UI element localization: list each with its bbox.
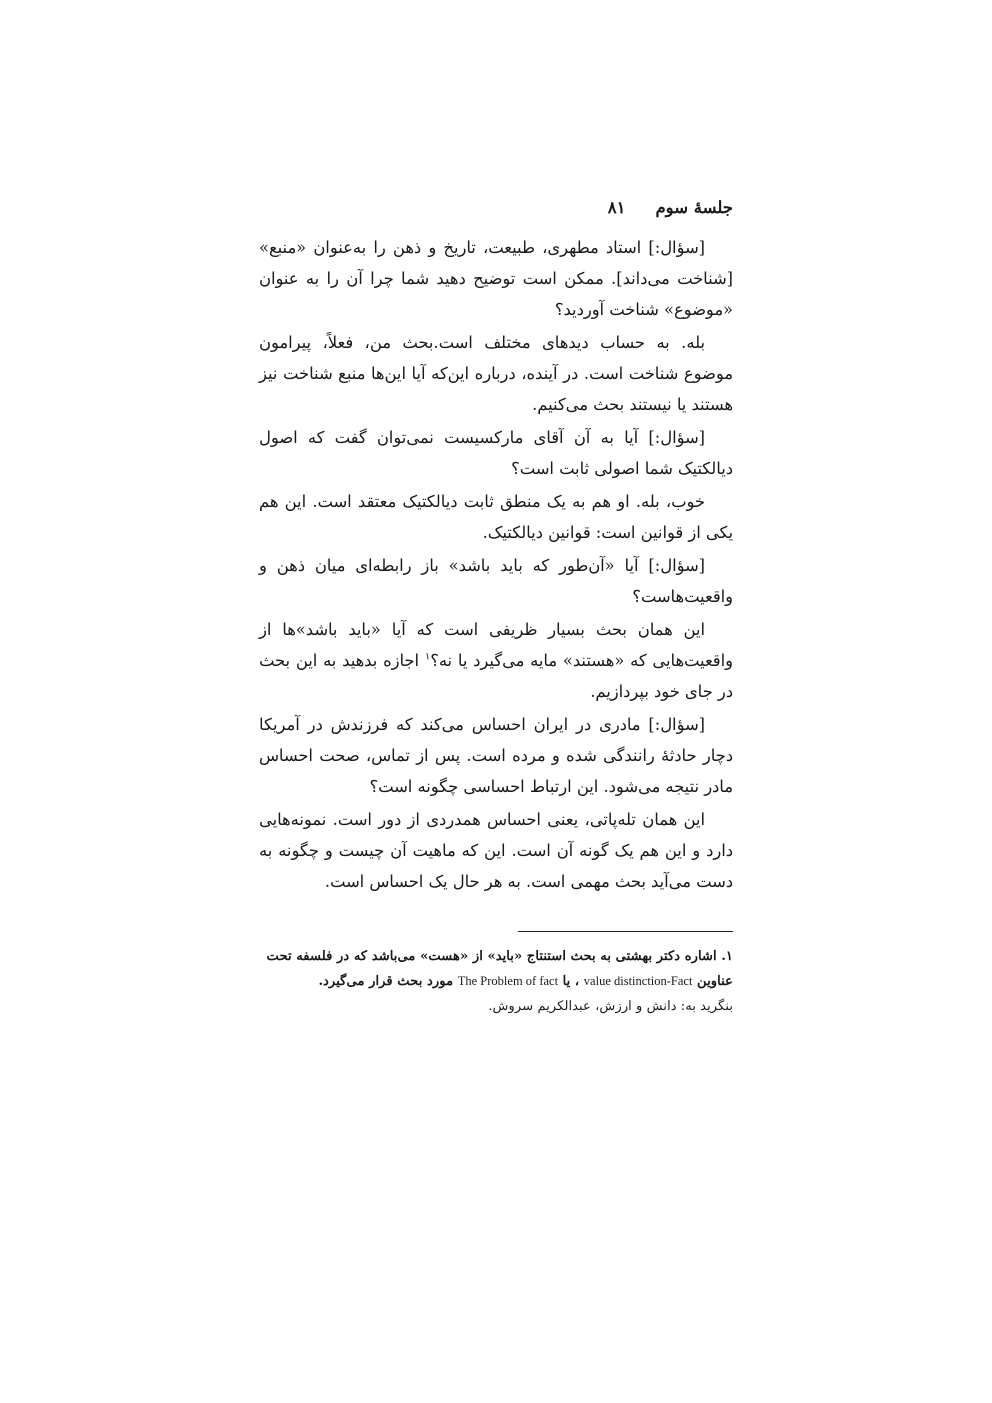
footnote-line: ۱. اشاره دکتر بهشتی به بحث استنتاج «باید» از «هست» می‌باشد که در فلسفه تحت [266,949,733,964]
answer-paragraph: بله. به حساب دیدهای مختلف است.بحث من، فعلاً، پیرامون موضوع شناخت است. در آینده، درباره این‌که آیا این‌ها منبع شناخت نیز هستند یا نیستند بحث می‌کنیم. [259,333,733,414]
page-number: ۸۱ [607,197,626,217]
question-paragraph: [سؤال:] استاد مطهری، طبیعت، تاریخ و ذهن را به‌عنوان «منبع» [شناخت می‌داند]. ممکن است توضیح دهید شما چرا آن را به عنوان «موضوع» شناخت آوردید؟ [259,238,733,319]
answer-paragraph: خوب، بله. او هم به یک منطق ثابت دیالکتیک معتقد است. این هم یکی از قوانین است: قوانین دیالکتیک. [259,492,733,542]
footnote-citation: بنگرید به: دانش و ارزش، عبدالکریم سروش. [488,999,733,1014]
answer-paragraph: این همان تله‌پاتی، یعنی احساس همدردی از دور است. نمونه‌هایی دارد و این هم یک گونه آن است. این که ماهیت آن چیست و چگونه به دست می‌آید بحث مهمی است. به هر حال یک احساس است. [259,810,733,891]
footnote-block [259,944,733,1019]
footnote-text: مورد بحث قرار می‌گیرد. [318,974,454,989]
question-paragraph: [سؤال:] مادری در ایران احساس می‌کند که فرزندش در آمریکا دچار حادثهٔ رانندگی شده و مرده است. پس از تماس، صحت احساس مادر نتیجه می‌شود. این ارتباط احساسی چگونه است؟ [259,715,733,796]
footnote-text: ، یا [562,974,580,989]
footnote-latin-term: value distinction-Fact [583,974,693,988]
body-text [259,232,733,899]
answer-text-before-ref: این همان بحث بسیار ظریفی است که آیا «باید باشد»ها از واقعیت‌هایی که «هستند» مایه می‌گیرد یا نه؟ [259,620,733,670]
footnote-divider [518,931,733,932]
footnote-line [259,969,733,994]
question-paragraph: [سؤال:] آیا به آن آقای مارکسیست نمی‌توان گفت که اصول دیالکتیک شما اصولی ثابت است؟ [259,428,733,478]
answer-paragraph-with-footnote [259,614,733,707]
chapter-title: جلسهٔ سوم [655,197,733,217]
page-header [259,192,733,222]
answer-text-after-ref: اجازه بدهید به این بحث در جای خود بپردازیم. [259,651,733,701]
footnote-text: عناوین [697,974,733,989]
footnote-reference[interactable]: ۱ [424,651,431,663]
question-paragraph: [سؤال:] آیا «آن‌طور که باید باشد» باز رابطه‌ای میان ذهن و واقعیت‌هاست؟ [259,556,733,606]
footnote-latin-term: The Problem of fact [457,974,559,988]
